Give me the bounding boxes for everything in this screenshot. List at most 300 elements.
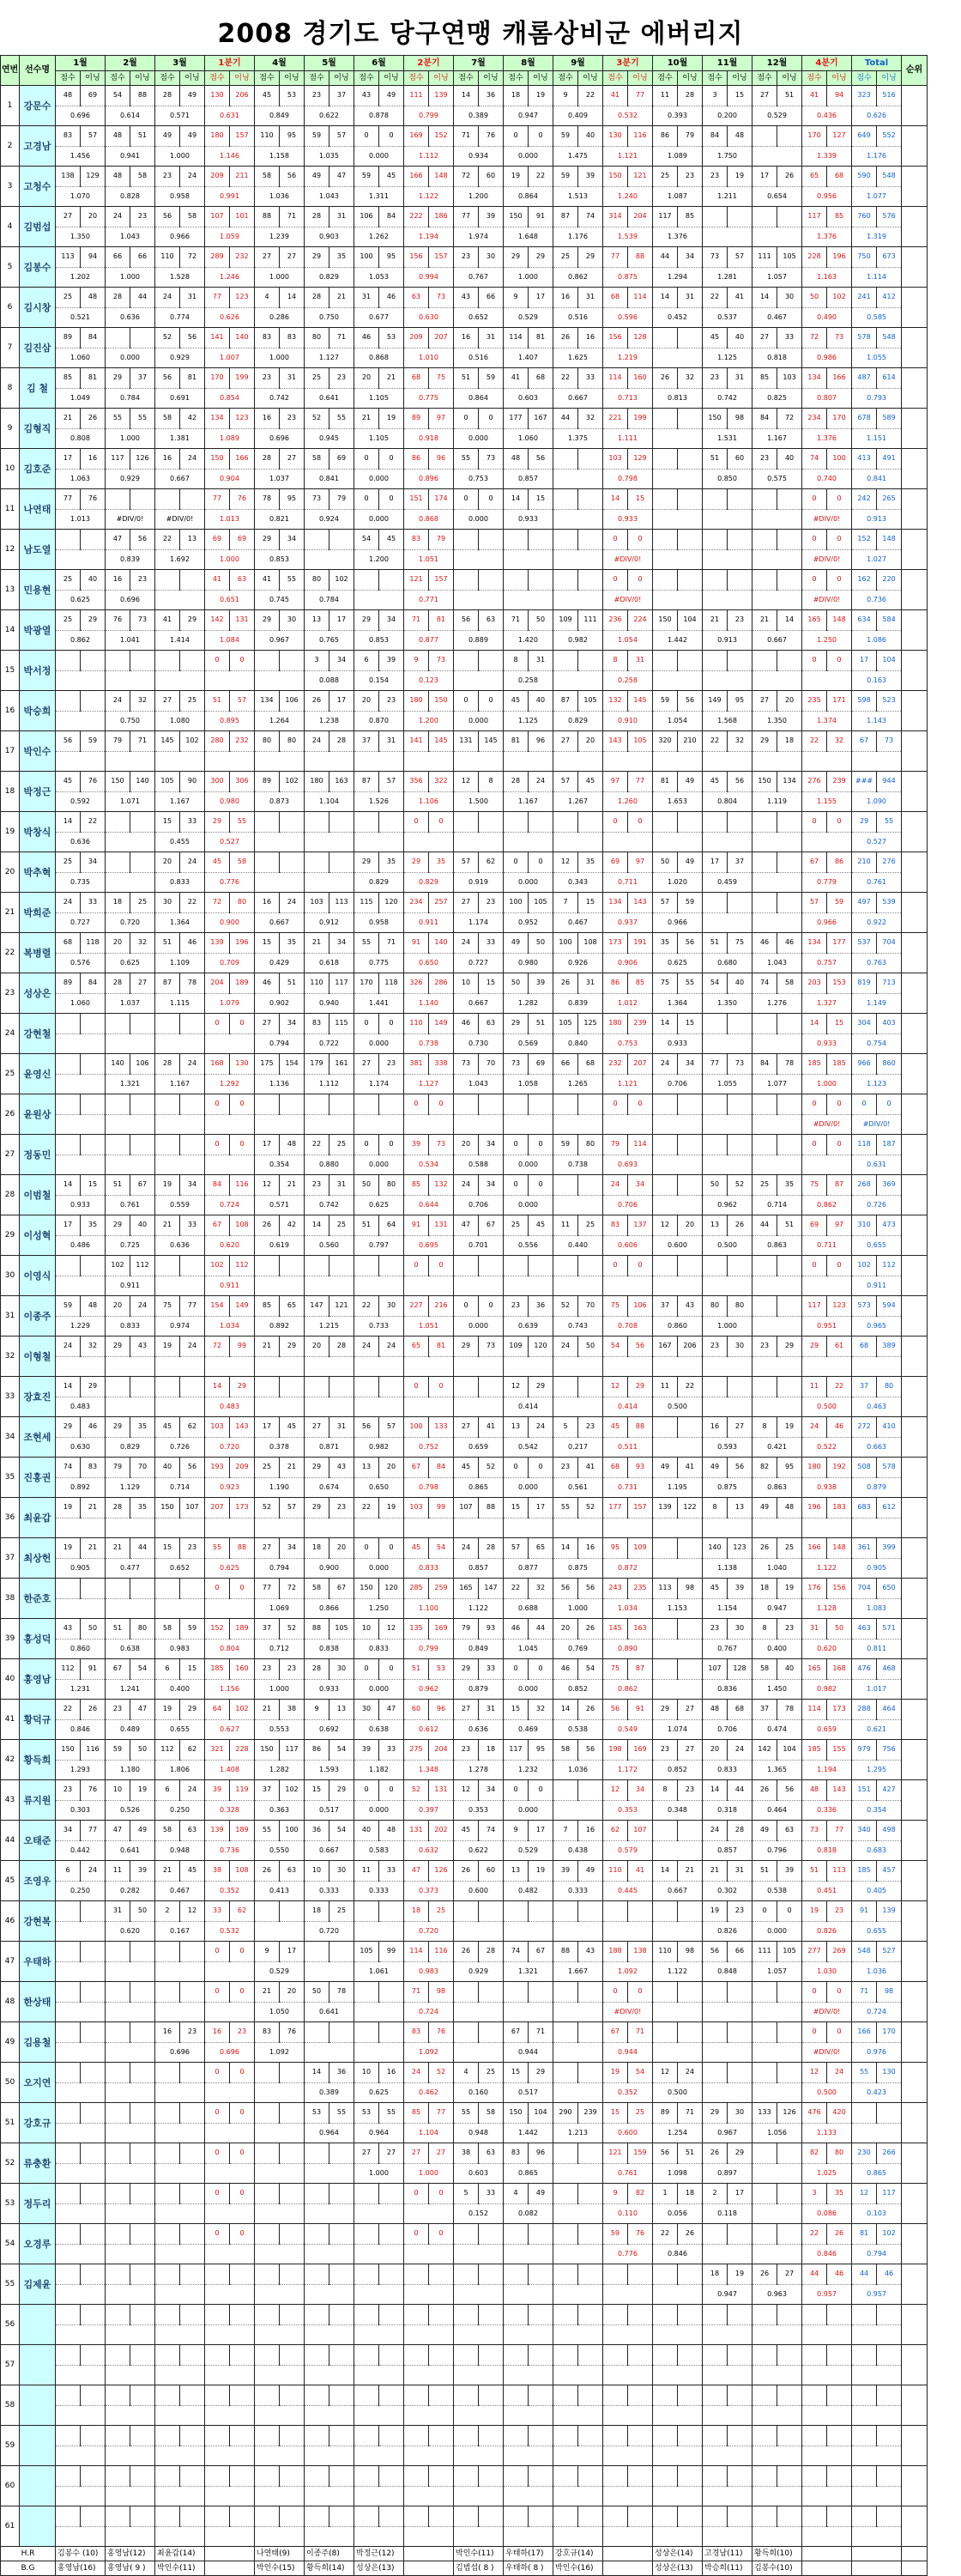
cell-average: 0.871 bbox=[305, 1437, 354, 1458]
cell-average: 1.122 bbox=[404, 186, 454, 207]
cell-average: 0.538 bbox=[553, 1719, 603, 1740]
cell-value: 80 bbox=[827, 2143, 852, 2164]
cell-average bbox=[752, 1155, 802, 1175]
cell-value: 15 bbox=[255, 933, 280, 954]
cell-value: 8 bbox=[504, 651, 529, 671]
cell-value: 11 bbox=[653, 86, 678, 106]
cell-value bbox=[653, 530, 678, 550]
cell-average bbox=[56, 2284, 106, 2305]
cell-average bbox=[106, 1033, 155, 1054]
cell-average: 0.692 bbox=[305, 1719, 354, 1740]
cell-average: 0.620 bbox=[205, 1235, 255, 1256]
cell-value: 21 bbox=[280, 1175, 305, 1196]
cell-value bbox=[305, 1942, 329, 1962]
cell-average bbox=[56, 2203, 106, 2224]
cell-average bbox=[703, 549, 752, 570]
cell-value: 84 bbox=[379, 207, 404, 227]
row-number: 50 bbox=[1, 2063, 20, 2103]
cell-average: 1.250 bbox=[354, 1598, 404, 1619]
cell-average: 1.327 bbox=[802, 993, 852, 1014]
cell-value bbox=[454, 1982, 479, 2003]
cell-average: 0.667 bbox=[255, 912, 305, 933]
cell-average bbox=[255, 2526, 305, 2547]
cell-average bbox=[404, 2203, 454, 2224]
cell-value: 18 bbox=[752, 1579, 777, 1599]
cell-value bbox=[578, 530, 603, 550]
cell-average bbox=[553, 670, 603, 691]
cell-value: 46 bbox=[827, 2264, 852, 2285]
cell-value: 85 bbox=[752, 368, 777, 389]
cell-value: 45 bbox=[379, 167, 404, 187]
cell-value: 40 bbox=[777, 449, 802, 470]
cell-value: 50 bbox=[354, 1175, 379, 1196]
cell-value bbox=[155, 2466, 180, 2487]
cell-average bbox=[454, 1518, 504, 1538]
cell-average bbox=[752, 1316, 802, 1336]
cell-value bbox=[155, 2345, 180, 2366]
rank-cell bbox=[902, 1175, 928, 1215]
cell-value bbox=[280, 2143, 305, 2164]
row-number: 30 bbox=[1, 1256, 20, 1296]
cell-value: 56 bbox=[578, 1579, 603, 1599]
cell-value: 170 bbox=[877, 2022, 902, 2043]
cell-value: 71 bbox=[454, 126, 479, 147]
cell-value: 420 bbox=[827, 2103, 852, 2124]
cell-value bbox=[81, 2506, 106, 2527]
cell-value bbox=[529, 1256, 553, 1276]
cell-average: 0.733 bbox=[354, 1316, 404, 1336]
cell-value bbox=[728, 2305, 752, 2325]
cell-value bbox=[553, 2466, 578, 2487]
cell-average bbox=[56, 2324, 106, 2345]
row-number: 35 bbox=[1, 1458, 20, 1498]
cell-average bbox=[553, 2082, 603, 2103]
cell-average: 0.600 bbox=[653, 1235, 703, 1256]
cell-value bbox=[479, 1901, 504, 1922]
cell-value: 30 bbox=[155, 893, 180, 913]
cell-value bbox=[752, 1296, 777, 1317]
cell-value: 150 bbox=[653, 610, 678, 631]
cell-average bbox=[504, 2526, 553, 2547]
cell-value: 173 bbox=[827, 1700, 852, 1720]
cell-value: 105 bbox=[628, 731, 653, 752]
cell-value bbox=[752, 207, 777, 227]
cell-average: 1.667 bbox=[553, 1961, 603, 1982]
cell-average bbox=[354, 1921, 404, 1942]
cell-value: 24 bbox=[155, 288, 180, 308]
cell-average: 1.054 bbox=[653, 711, 703, 731]
cell-value: 58 bbox=[553, 1740, 578, 1761]
header-group: 7월 bbox=[454, 56, 504, 71]
row-number: 59 bbox=[1, 2426, 20, 2466]
cell-value bbox=[329, 2264, 354, 2285]
cell-value: 457 bbox=[877, 1861, 902, 1882]
cell-value bbox=[553, 1780, 578, 1801]
cell-value: 58 bbox=[180, 207, 205, 227]
cell-average: 0.866 bbox=[305, 1598, 354, 1619]
header-score: 점수 bbox=[603, 71, 628, 86]
cell-average bbox=[56, 1598, 106, 1619]
cell-value: 27 bbox=[56, 207, 81, 227]
player-name bbox=[20, 2466, 56, 2506]
cell-value: 102 bbox=[205, 1256, 230, 1276]
footer-bg-cell: 박인수(15) bbox=[255, 2561, 305, 2576]
cell-average: 0.667 bbox=[454, 993, 504, 1014]
cell-average: 0.947 bbox=[752, 1598, 802, 1619]
cell-value: 210 bbox=[852, 852, 877, 873]
cell-value: 49 bbox=[653, 1458, 678, 1478]
cell-value: 139 bbox=[877, 1901, 902, 1922]
cell-value: 165 bbox=[802, 610, 827, 631]
cell-average: 0.933 bbox=[504, 509, 553, 530]
cell-value: 36 bbox=[529, 1296, 553, 1317]
cell-value bbox=[504, 2506, 529, 2527]
cell-value: 612 bbox=[877, 1498, 902, 1518]
cell-average: 0.659 bbox=[802, 1719, 852, 1740]
cell-value bbox=[653, 2466, 678, 2487]
rank-cell bbox=[902, 1821, 928, 1861]
cell-average bbox=[305, 2203, 354, 2224]
cell-value: 207 bbox=[628, 1054, 653, 1075]
rank-cell bbox=[902, 1942, 928, 1982]
cell-value bbox=[329, 852, 354, 873]
cell-value: 18 bbox=[678, 2184, 703, 2204]
cell-value: 112 bbox=[130, 1256, 155, 1276]
cell-value: 149 bbox=[703, 691, 728, 712]
cell-value: 473 bbox=[877, 1215, 902, 1236]
cell-average: 0.952 bbox=[504, 912, 553, 933]
cell-average bbox=[852, 2446, 902, 2466]
header-inning: 이닝 bbox=[728, 71, 752, 86]
cell-value: 56 bbox=[529, 449, 553, 470]
cell-value: 589 bbox=[877, 409, 902, 429]
cell-value: 84 bbox=[205, 1175, 230, 1196]
cell-value bbox=[329, 1377, 354, 1397]
cell-value: 189 bbox=[230, 1619, 255, 1640]
cell-value: 79 bbox=[454, 1619, 479, 1640]
cell-average: 1.012 bbox=[603, 993, 653, 1014]
cell-value: 82 bbox=[628, 2184, 653, 2204]
cell-average: 0.726 bbox=[852, 1195, 902, 1215]
cell-value: 123 bbox=[230, 409, 255, 429]
cell-average: 1.282 bbox=[255, 1760, 305, 1780]
cell-value bbox=[504, 1256, 529, 1276]
cell-value: 147 bbox=[305, 1296, 329, 1317]
cell-value: 36 bbox=[329, 2063, 354, 2083]
cell-value: 49 bbox=[529, 2184, 553, 2204]
cell-value: 463 bbox=[852, 1619, 877, 1640]
row-number: 60 bbox=[1, 2466, 20, 2506]
cell-value: 110 bbox=[155, 247, 180, 268]
cell-value bbox=[81, 530, 106, 550]
cell-average: 0.118 bbox=[703, 2203, 752, 2224]
cell-average: 0.258 bbox=[504, 670, 553, 691]
cell-average: 0.688 bbox=[504, 1598, 553, 1619]
player-name: 김진삼 bbox=[20, 328, 56, 368]
cell-average: 0.553 bbox=[255, 1719, 305, 1740]
cell-value: 105 bbox=[354, 1942, 379, 1962]
cell-value bbox=[106, 2184, 130, 2204]
cell-average: 1.013 bbox=[56, 509, 106, 530]
cell-value: 0 bbox=[603, 1256, 628, 1276]
cell-value bbox=[504, 1094, 529, 1115]
cell-value: 133 bbox=[752, 2103, 777, 2124]
cell-value bbox=[553, 2022, 578, 2043]
cell-value: 230 bbox=[852, 2143, 877, 2164]
cell-value: 14 bbox=[56, 812, 81, 833]
cell-value: 0 bbox=[827, 1135, 852, 1155]
cell-average: 0.521 bbox=[56, 307, 106, 328]
cell-value: 102 bbox=[180, 731, 205, 752]
cell-value: 12 bbox=[553, 852, 578, 873]
cell-value: 0 bbox=[454, 409, 479, 429]
cell-value: 120 bbox=[379, 1579, 404, 1599]
player-name: 이형철 bbox=[20, 1336, 56, 1377]
cell-average bbox=[653, 549, 703, 570]
cell-value bbox=[56, 2426, 81, 2446]
cell-value: 24 bbox=[603, 1175, 628, 1196]
cell-average: 1.060 bbox=[504, 428, 553, 449]
cell-value: 121 bbox=[628, 167, 653, 187]
cell-value: 31 bbox=[678, 288, 703, 308]
cell-value: 62 bbox=[180, 1417, 205, 1438]
cell-value bbox=[404, 2264, 429, 2285]
cell-value: 4 bbox=[454, 2063, 479, 2083]
cell-average: 1.010 bbox=[404, 348, 454, 368]
cell-value: 12 bbox=[180, 1901, 205, 1922]
cell-average: 1.055 bbox=[703, 1074, 752, 1094]
cell-value: 80 bbox=[130, 1619, 155, 1640]
cell-average: 0.636 bbox=[106, 307, 155, 328]
cell-average: 0.500 bbox=[653, 2082, 703, 2103]
cell-average bbox=[354, 2365, 404, 2385]
cell-value: 56 bbox=[703, 1942, 728, 1962]
cell-value: 84 bbox=[81, 328, 106, 349]
cell-average: 0.638 bbox=[354, 1719, 404, 1740]
cell-value: 23 bbox=[130, 570, 155, 591]
cell-average: 1.000 bbox=[255, 1679, 305, 1700]
cell-average bbox=[703, 1356, 752, 1377]
cell-value: 649 bbox=[852, 126, 877, 147]
cell-value bbox=[653, 2426, 678, 2446]
cell-value: 571 bbox=[877, 1619, 902, 1640]
cell-value: 18 bbox=[305, 1538, 329, 1559]
cell-value: 22 bbox=[678, 1377, 703, 1397]
cell-average bbox=[155, 2244, 205, 2264]
cell-average bbox=[404, 2446, 454, 2466]
player-name: 조영우 bbox=[20, 1861, 56, 1901]
cell-average bbox=[56, 2244, 106, 2264]
cell-value bbox=[504, 530, 529, 550]
cell-value: 77 bbox=[205, 288, 230, 308]
cell-value: 0 bbox=[230, 2184, 255, 2204]
cell-value bbox=[479, 570, 504, 591]
cell-value: 98 bbox=[678, 1942, 703, 1962]
cell-value bbox=[230, 2345, 255, 2366]
cell-value: 79 bbox=[106, 731, 130, 752]
cell-value: 15 bbox=[504, 1498, 529, 1518]
average-table bbox=[0, 55, 928, 2576]
cell-value bbox=[255, 2466, 280, 2487]
cell-average bbox=[106, 1114, 155, 1135]
cell-average bbox=[752, 590, 802, 610]
rank-cell bbox=[902, 207, 928, 247]
cell-value: 46 bbox=[180, 933, 205, 954]
cell-value: 31 bbox=[578, 288, 603, 308]
cell-average: 0.862 bbox=[603, 1679, 653, 1700]
cell-value: 17 bbox=[329, 610, 354, 631]
cell-average bbox=[56, 1356, 106, 1377]
cell-average: 1.027 bbox=[852, 549, 902, 570]
cell-value bbox=[354, 2184, 379, 2204]
cell-value: 77 bbox=[628, 86, 653, 106]
cell-value: 412 bbox=[877, 288, 902, 308]
cell-value bbox=[56, 1579, 81, 1599]
cell-average: 0.701 bbox=[454, 1235, 504, 1256]
cell-value: 21 bbox=[752, 610, 777, 631]
cell-value: 14 bbox=[653, 1014, 678, 1034]
cell-value: 55 bbox=[329, 2103, 354, 2124]
cell-value bbox=[354, 2264, 379, 2285]
cell-value: 66 bbox=[479, 288, 504, 308]
cell-value: 326 bbox=[404, 973, 429, 994]
cell-value: 26 bbox=[255, 1215, 280, 1236]
rank-cell bbox=[902, 772, 928, 812]
cell-value: 58 bbox=[305, 1579, 329, 1599]
cell-value: 67 bbox=[404, 1458, 429, 1478]
rank-cell bbox=[902, 973, 928, 1014]
cell-average: 0.829 bbox=[106, 1437, 155, 1458]
cell-average: #DIV/0! bbox=[106, 509, 155, 530]
cell-value bbox=[529, 812, 553, 833]
cell-value bbox=[653, 1538, 678, 1559]
cell-value bbox=[553, 489, 578, 510]
cell-value: 304 bbox=[852, 1014, 877, 1034]
cell-average: 0.730 bbox=[454, 1033, 504, 1054]
cell-value: 70 bbox=[479, 1054, 504, 1075]
cell-value: 32 bbox=[81, 1336, 106, 1357]
cell-value bbox=[802, 2466, 827, 2487]
cell-average bbox=[354, 1518, 404, 1538]
cell-value: 109 bbox=[504, 1336, 529, 1357]
cell-value: 23 bbox=[578, 1417, 603, 1438]
cell-average: 0.833 bbox=[404, 1558, 454, 1579]
cell-value: 20 bbox=[578, 731, 603, 752]
cell-average: 1.200 bbox=[354, 549, 404, 570]
cell-average: 1.155 bbox=[802, 791, 852, 812]
cell-value bbox=[553, 2184, 578, 2204]
row-number: 1 bbox=[1, 86, 20, 126]
cell-average: 0.585 bbox=[852, 307, 902, 328]
cell-value: 52 bbox=[155, 328, 180, 349]
cell-average: 1.057 bbox=[752, 267, 802, 288]
cell-value: 88 bbox=[628, 1417, 653, 1438]
cell-average bbox=[752, 1397, 802, 1417]
cell-value: 24 bbox=[180, 167, 205, 187]
cell-average: 1.539 bbox=[603, 227, 653, 247]
cell-value: 140 bbox=[230, 328, 255, 349]
cell-average: 1.105 bbox=[354, 428, 404, 449]
cell-value: 280 bbox=[205, 731, 230, 752]
cell-value: 114 bbox=[628, 1135, 653, 1155]
cell-value: 67 bbox=[479, 1215, 504, 1236]
cell-value bbox=[529, 2345, 553, 2366]
cell-value: 29 bbox=[354, 610, 379, 631]
player-name: 김용철 bbox=[20, 2022, 56, 2063]
cell-value bbox=[130, 1942, 155, 1962]
cell-value: 59 bbox=[106, 1740, 130, 1761]
cell-average bbox=[106, 2203, 155, 2224]
cell-value: 74 bbox=[479, 1821, 504, 1841]
cell-value: 80 bbox=[305, 570, 329, 591]
cell-average bbox=[155, 1276, 205, 1296]
cell-average: 1.092 bbox=[404, 2042, 454, 2063]
cell-average: 0.622 bbox=[454, 1840, 504, 1861]
cell-value bbox=[106, 1982, 130, 2003]
cell-value: 23 bbox=[728, 1901, 752, 1922]
cell-value: 76 bbox=[429, 2022, 454, 2043]
cell-average bbox=[504, 2365, 553, 2385]
cell-average bbox=[56, 670, 106, 691]
cell-value: 0 bbox=[354, 126, 379, 147]
cell-value: 49 bbox=[752, 1498, 777, 1518]
player-name: 남도열 bbox=[20, 530, 56, 570]
cell-value: 106 bbox=[628, 1296, 653, 1317]
cell-value: 73 bbox=[703, 247, 728, 268]
cell-value: 16 bbox=[703, 1417, 728, 1438]
cell-value: 0 bbox=[827, 570, 852, 591]
cell-value: 74 bbox=[752, 973, 777, 994]
cell-average: 0.603 bbox=[504, 388, 553, 409]
cell-value: 31 bbox=[329, 1417, 354, 1438]
cell-average: 1.648 bbox=[504, 227, 553, 247]
cell-value bbox=[653, 489, 678, 510]
cell-value: 28 bbox=[728, 1821, 752, 1841]
cell-value: 0 bbox=[354, 449, 379, 470]
cell-value: 209 bbox=[205, 167, 230, 187]
cell-value bbox=[329, 2184, 354, 2204]
cell-value: 21 bbox=[155, 1215, 180, 1236]
cell-average: 0.821 bbox=[255, 509, 305, 530]
row-number: 29 bbox=[1, 1215, 20, 1256]
cell-value bbox=[280, 2063, 305, 2083]
cell-value bbox=[777, 651, 802, 671]
cell-average: 1.281 bbox=[703, 267, 752, 288]
cell-value: 63 bbox=[777, 1821, 802, 1841]
cell-average: 0.897 bbox=[703, 2163, 752, 2184]
cell-value: 31 bbox=[180, 288, 205, 308]
cell-value bbox=[280, 2345, 305, 2366]
cell-average: 1.000 bbox=[504, 267, 553, 288]
cell-value: 756 bbox=[877, 1740, 902, 1761]
cell-average: 1.174 bbox=[454, 912, 504, 933]
cell-value bbox=[404, 2466, 429, 2487]
cell-average: 1.061 bbox=[354, 1961, 404, 1982]
cell-value: 34 bbox=[329, 651, 354, 671]
cell-average: 1.013 bbox=[205, 509, 255, 530]
cell-value bbox=[653, 2022, 678, 2043]
cell-value: 0 bbox=[404, 2184, 429, 2204]
cell-average: 0.500 bbox=[703, 1235, 752, 1256]
cell-average bbox=[155, 2365, 205, 2385]
cell-average: 0.846 bbox=[653, 2244, 703, 2264]
cell-value bbox=[454, 2426, 479, 2446]
cell-value: 54 bbox=[603, 1336, 628, 1357]
cell-average: 1.089 bbox=[205, 428, 255, 449]
header-score: 점수 bbox=[255, 71, 280, 86]
cell-value bbox=[529, 2385, 553, 2406]
cell-average bbox=[852, 751, 902, 772]
